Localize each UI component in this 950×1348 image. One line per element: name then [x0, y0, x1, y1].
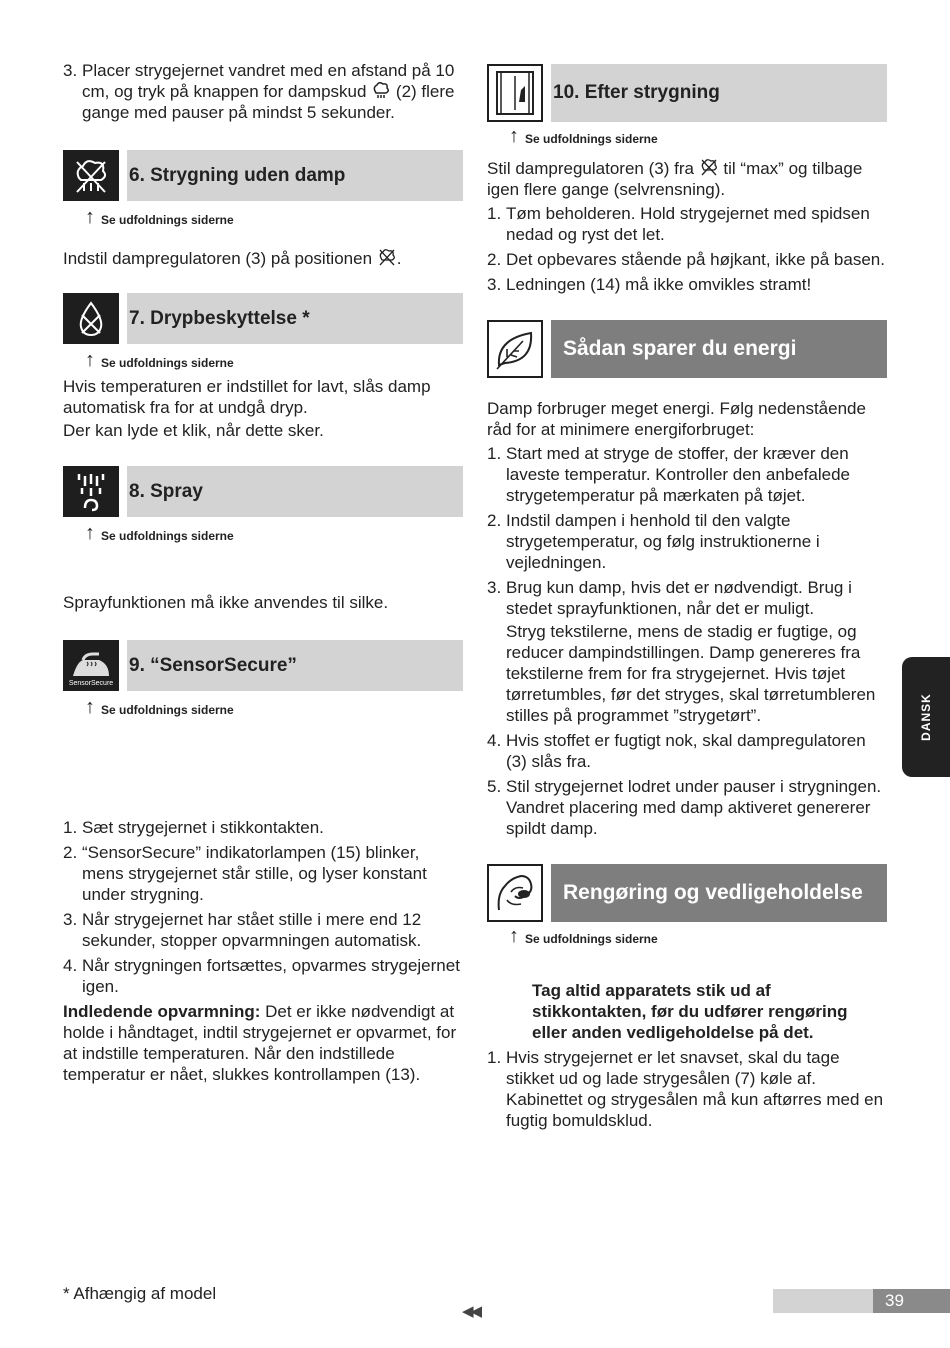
section-header-10 — [487, 64, 887, 122]
no-steam-icon — [377, 248, 397, 266]
fold-out-reference: ↑ Se udfoldnings siderne — [85, 522, 234, 544]
arrow-up-icon: ↑ — [85, 349, 95, 371]
list-item: 4. Når strygningen fortsættes, opvarmes strygejernet igen. — [63, 956, 460, 996]
section-header-9 — [63, 640, 463, 691]
fold-out-reference: ↑ Se udfoldnings siderne — [509, 125, 658, 147]
section-title: 7. Drypbeskyttelse * — [127, 293, 463, 344]
list-item: 2. Indstil dampen i henhold til den valgte strygetemperatur, og følg instruktionerne i vejledningen. — [487, 511, 820, 572]
section-title: 8. Spray — [127, 466, 463, 517]
section-title: 6. Strygning uden damp — [127, 150, 463, 201]
section-title: Sådan sparer du energi — [551, 320, 887, 378]
language-tab: DANSK — [902, 657, 950, 777]
arrow-up-icon: ↑ — [85, 696, 95, 718]
sensor-secure-icon: SensorSecure — [63, 640, 119, 691]
right-column: 10. Efter strygning ↑ Se udfoldnings siderne Stil dampregulatoren (3) fra til “max” og tilbage igen flere gange (selvrensning). 1. Tøm beholderen. Hold strygejernet med spidsen nedad og ryst det let. 2. Det opbevares stående på højkant, ikke på basen. 3. Ledningen (14) må ikke omvikles stramt! Sådan sparer du energi Damp forbruger meget energi. Følg nedenstående råd for at minimere energiforbruget: 1. Start med at stryge de stoffer, der kræver den laveste temperatur. Kontroller den anbefalede strygetemperatur på mærkaten på tøjet. 2. Indstil dampen i henhold til den valgte strygetemperatur, og følg instruktionerne i vejledningen. 3. Brug kun damp, hvis det er nødvendigt. Brug i stedet sprayfunktionen, når det er muligt. Stryg tekstilerne, mens de stadig er fugtige, og reducer dampindstillingen. Damp genereres fra tekstilerne frem for fra strygejernet. Hvis tøjet tørretumbles, før det stryges, skal tørretumbleren stilles på programmet ”strygetørt”. 4. Hvis stoffet er fugtigt nok, skal dampregulatoren (3) slås fra. 5. Stil strygejernet lodret under pauser i strygningen. Vandret placering med damp aktiveret genererer spildt damp. Rengøring og vedligeholdelse ↑ Se udfoldnings siderne Tag altid apparatets stik ud af stikkontakten, før du udfører rengøring eller anden vedligeholdelse på det. 1. Hvis strygejernet er let snavset, skal du tage stikket ud og lade strygesålen (7) køle af. Kabinettet og strygesålen må kun aftørres med en fugtig bomuldsklud. — [487, 64, 887, 1131]
warning-text: Tag altid apparatets stik ud af stikkontakten, før du udfører rengøring eller anden vedligeholdelse på det. — [532, 981, 848, 1042]
fold-out-reference: ↑ Se udfoldnings siderne — [85, 206, 234, 228]
list-item: 1. Hvis strygejernet er let snavset, skal du tage stikket ud og lade strygesålen (7) køle af. Kabinettet og strygesålen må kun aftørres med en fugtig bomuldsklud. — [487, 1048, 884, 1130]
fold-out-reference: ↑ Se udfoldnings siderne — [85, 696, 234, 718]
list-item: 3. Når strygejernet har stået stille i mere end 12 sekunder, stopper opvarmningen automatisk. — [63, 910, 422, 950]
arrow-up-icon: ↑ — [509, 125, 519, 147]
steam-burst-icon — [371, 81, 391, 99]
section-header-energy — [487, 320, 887, 378]
section-header-6 — [63, 150, 463, 201]
cleaning-hand-icon — [487, 864, 543, 922]
preheating-note: Indledende opvarmning: Det er ikke nødvendigt at holde i håndtaget, indtil strygejernet er opvarmet, for at indstille temperaturen. Når den indstillede temperatur er nået, slukkes kontrollampen (13). — [63, 1002, 457, 1084]
spray-icon — [63, 466, 119, 517]
section-header-cleaning — [487, 864, 887, 922]
no-steam-icon — [63, 150, 119, 201]
list-item: 3. Brug kun damp, hvis det er nødvendigt. Brug i stedet sprayfunktionen, når det er muligt. Stryg tekstilerne, mens de stadig er fugtige, og reducer dampindstillingen. Damp genereres fra tekstilerne frem for fra strygejernet. Hvis tøjet tørretumbles, før det stryges, skal tørretumbleren stilles på programmet ”strygetørt”. — [487, 578, 876, 725]
page-number-bar — [773, 1289, 950, 1313]
arrow-up-icon: ↑ — [85, 522, 95, 544]
storage-cabinet-icon — [487, 64, 543, 122]
list-item: 2. Det opbevares stående på højkant, ikke på basen. — [487, 250, 885, 269]
list-item: 2. “SensorSecure” indikatorlampen (15) blinker, mens strygejernet står stille, og lyser konstant under strygning. — [63, 843, 427, 904]
list-item: 3. Placer strygejernet vandret med en afstand på 10 cm, og tryk på knappen for dampskud (2) flere gange med pauser på mindst 5 sekunder. — [63, 61, 455, 122]
list-item: 3. Ledningen (14) må ikke omvikles stramt! — [487, 275, 812, 294]
arrow-up-icon: ↑ — [509, 925, 519, 947]
arrow-up-icon: ↑ — [85, 206, 95, 228]
no-steam-icon — [699, 158, 719, 176]
fold-out-reference: ↑ Se udfoldnings siderne — [509, 925, 658, 947]
leaf-icon — [487, 320, 543, 378]
drip-stop-icon — [63, 293, 119, 344]
page-nav-arrows-icon: ◀◀ — [462, 1303, 480, 1320]
footnote: * Afhængig af model — [63, 1284, 217, 1303]
list-item: 1. Tøm beholderen. Hold strygejernet med spidsen nedad og ryst det let. — [487, 204, 870, 244]
section-header-8 — [63, 466, 463, 517]
left-column: 3. Placer strygejernet vandret med en afstand på 10 cm, og tryk på knappen for dampskud (2) flere gange med pauser på mindst 5 sekunder. 6. Strygning uden damp ↑ Se udfoldnings siderne Indstil dampregulatoren (3) på positionen . 7. Drypbeskyttelse * ↑ Se udfoldnings siderne Hvis temperaturen er indstillet for lavt, slås damp automatisk fra for at undgå dryp. Der kan lyde et klik, når dette sker. 8. Spray ↑ Se udfoldnings siderne Sprayfunktionen må ikke anvendes til silke. SensorSecure 9. “SensorSecure” ↑ Se udfoldnings siderne 1. Sæt strygejernet i stikkontakten. 2. “SensorSecure” indikatorlampen (15) blinker, mens strygejernet står stille, og lyser konstant under strygning. 3. Når strygejernet har stået stille i mere end 12 sekunder, stopper opvarmningen automatisk. 4. Når strygningen fortsættes, opvarmes strygejernet igen. Indledende opvarmning: Det er ikke nødvendigt at holde i håndtaget, indtil strygejernet er opvarmet, for at indstille temperaturen. Når den indstillede temperatur er nået, slukkes kontrollampen (13). — [63, 60, 463, 1085]
page-number: 39 — [873, 1289, 950, 1313]
fold-out-reference: ↑ Se udfoldnings siderne — [85, 349, 234, 371]
list-item: 5. Stil strygejernet lodret under pauser i strygningen. Vandret placering med damp aktiveret genererer spildt damp. — [487, 777, 882, 838]
list-item: 1. Start med at stryge de stoffer, der kræver den laveste temperatur. Kontroller den anbefalede strygetemperatur på mærkaten på tøjet. — [487, 444, 851, 505]
section-title: 10. Efter strygning — [551, 64, 887, 122]
list-item: 1. Sæt strygejernet i stikkontakten. — [63, 818, 324, 837]
section-header-7 — [63, 293, 463, 344]
section-title: Rengøring og vedligeholdelse — [551, 864, 887, 922]
section-title: 9. “SensorSecure” — [127, 640, 463, 691]
list-item: 4. Hvis stoffet er fugtigt nok, skal dampregulatoren (3) slås fra. — [487, 731, 866, 771]
